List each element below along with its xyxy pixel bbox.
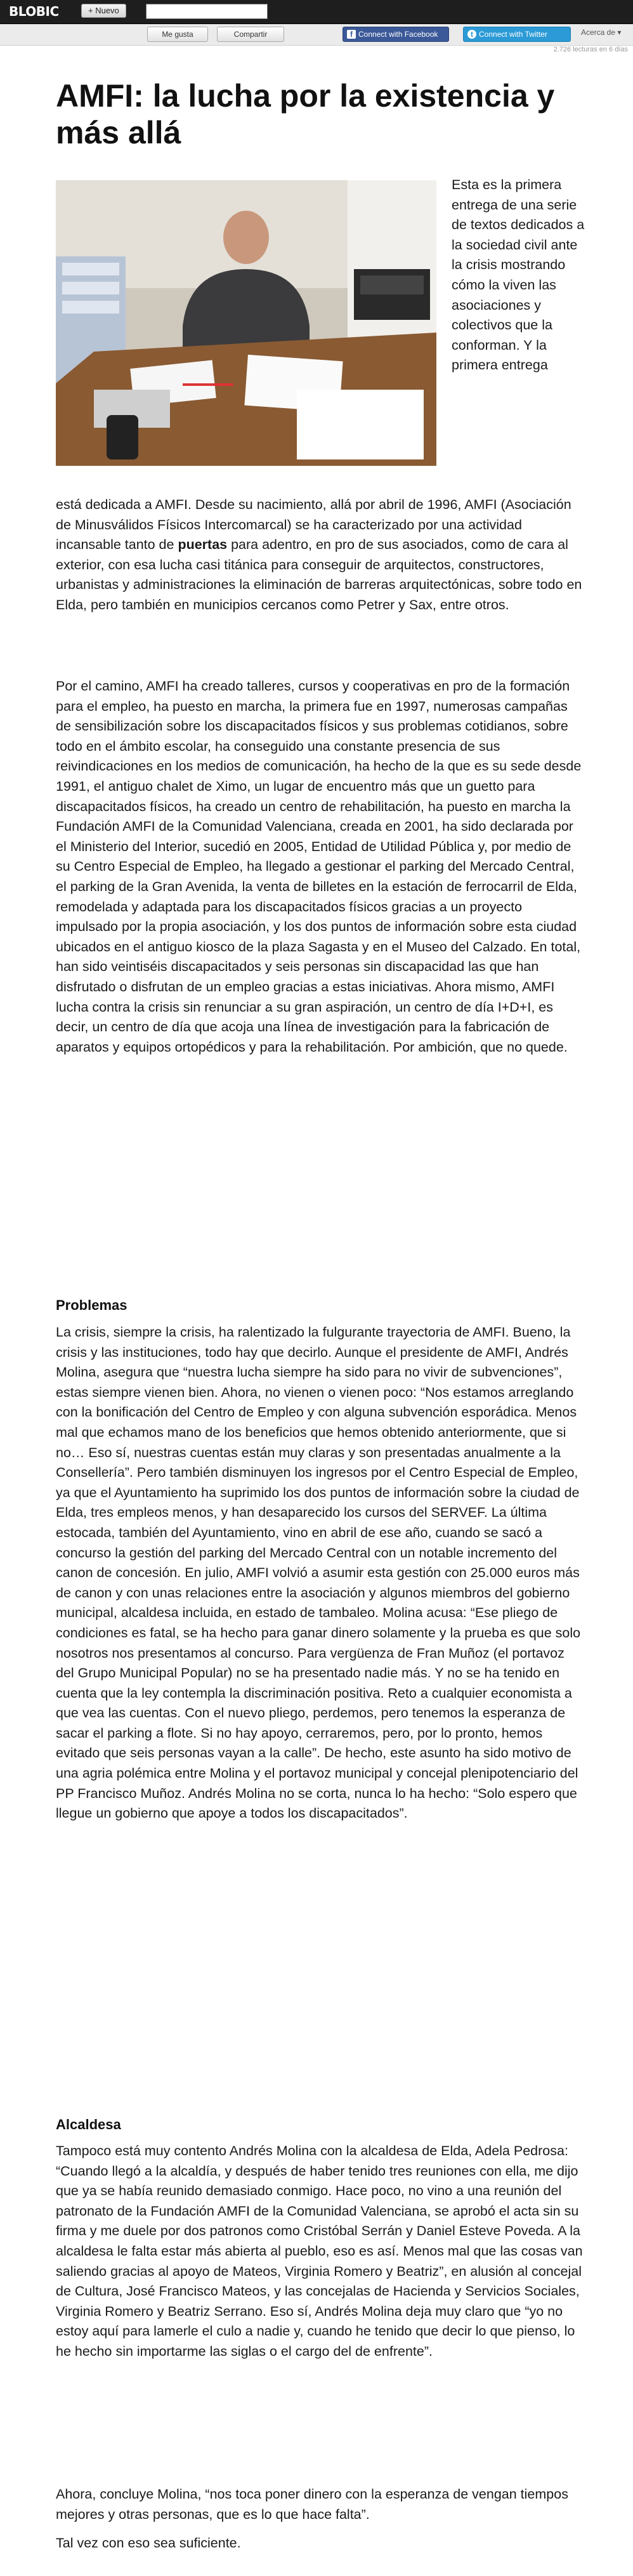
site-logo[interactable]: BLOBIC: [9, 4, 59, 19]
subhead-problemas: Problemas: [56, 1297, 127, 1313]
like-button[interactable]: Me gusta: [147, 27, 208, 42]
paragraph-2: Por el camino, AMFI ha creado talleres, cursos y cooperativas en pro de la formación para el empleo, ha puesto en marcha, la primera fue en 1997, numerosas campañas de sensibilización sobre los discapacitados físicos y sus problemas cotidianos, sobre todo en el ámbito escolar, ha conseguido una constante presencia de sus reivindicaciones en los medios de comunicación, ha hecho de la que es su sede desde 1991, el antiguo chalet de Ximo, un lugar de encuentro más que un guetto para discapacitados físicos, ha creado un centro de rehabilitación, ha puesto en marcha la Fundación AMFI de la Comunidad Valenciana, creada en 2001, ha sido declarada por el Ministerio del Interior, sucedió en 2005, Entidad de Utilidad Pública y, por medio de su Centro Especial de Empleo, ha llegado a gestionar el parking del Mercado Central, el parking de la Gran Avenida, la venta de billetes en la estación de ferrocarril de Elda, remodelada y adaptada para los discapacitados físicos gracias a un proyecto impulsado por la propia asociación, y los dos puntos de información sobre esta ciudad ubicados en el antiguo kiosco de la plaza Sagasta y en el Museo del Calzado. En total, han sido veintiséis discapacitados y seis personas sin discapacidad las que han disfrutado o disfrutan de un empleo gracias a estas iniciativas. Ahora mismo, AMFI lucha contra la crisis sin renunciar a su gran aspiración, un centro de día I+D+I, es decir, un centro de día que acoja una línea de investigación para la fabricación de aparatos y equipos ortopédicos y para la rehabilitación. Por ambición, que no quede.: [56, 678, 582, 1055]
facebook-icon: f: [347, 30, 356, 39]
twitter-connect-button[interactable]: [463, 27, 571, 42]
action-bar: [0, 24, 633, 46]
facebook-connect-button[interactable]: [343, 27, 449, 42]
search-input[interactable]: [146, 4, 268, 19]
paragraph-4: Tampoco está muy contento Andrés Molina con la alcaldesa de Elda, Adela Pedrosa: “Cuando llegó a la alcaldía, y después de haber tenido tres reuniones con ella, me dijo que ya se había reunido demasiado conmigo. Hace poco, no vino a una reunión del patronato de la Fundación AMFI de la Comunidad Valenciana, se aprobó el acta sin su firma y me duele por dos patronos como Cristóbal Serrán y Daniel Esteve Poveda. A la alcaldesa le falta estar más abierta al pueblo, eso es así. Menos mal que las cosas van saliendo gracias al apoyo de Mateos, Virginia Romero y Beatriz”, en alusión al concejal de Cultura, José Francisco Mateos, y las concejalas de Hacienda y Servicios Sociales, Virginia Romero y Beatriz Serrano. Eso sí, Andrés Molina deja muy claro que “yo no estoy aquí para lamerle el culo a nadie y, cuando he tenido que decir lo que pienso, lo he hecho sin importarme las siglas o el cargo del de enfrente”.: [56, 2143, 583, 2359]
article-photo: [56, 180, 436, 466]
top-bar: [0, 0, 633, 24]
share-button[interactable]: Compartir: [217, 27, 284, 42]
intro-bold-word: puertas: [178, 537, 228, 553]
intro-text-before: está dedicada a AMFI. Desde su nacimiento, allá por abril de 1996, AMFI (Asociación de Minusválidos Físicos Intercomarcal) se ha caracterizado por una actividad incansable tanto de: [56, 497, 571, 553]
facebook-connect-label: Connect with Facebook: [358, 30, 438, 39]
intro-text-after: para adentro, en pro de sus asociados, como de cara al exterior, con esa lucha casi titánica para conseguir de arquitectos, constructores, urbanistas y administraciones la eliminación de barreras arquitectónicas, sobre todo en Elda, pero también en municipios cercanos como Petrer y Sax, entre otros.: [56, 537, 582, 612]
paragraph-6: Tal vez con eso sea suficiente.: [56, 2535, 241, 2551]
article-title: AMFI: la lucha por la existencia y más allá: [56, 78, 555, 150]
twitter-icon: t: [467, 30, 476, 39]
paragraph-5: Ahora, concluye Molina, “nos toca poner dinero con la esperanza de vengan tiempos mejores y otras personas, que es lo que hace falta”.: [56, 2487, 568, 2522]
paragraph-3: La crisis, siempre la crisis, ha ralentizado la fulgurante trayectoria de AMFI. Bueno, la crisis y las instituciones, todo hay que decirlo. Aunque el presidente de AMFI, Andrés Molina, asegura que “nuestra lucha siempre ha sido para no vivir de subvenciones”, estas siempre vienen bien. Ahora, no vienen o vienen poco: “Nos estamos arreglando con la bonificación del Centro de Empleo y con alguna subvención esporádica. Menos mal que echamos mano de los beneficios que hemos obtenido anteriormente, que si no… Eso sí, nuestras cuentas están muy claras y son presentadas anualmente a la Consellería”. Pero también disminuyen los ingresos por el Centro Especial de Empleo, ya que el Ayuntamiento ha suprimido los dos puntos de información sobre la ciudad de Elda, tres empleos menos, y han desaparecido los cursos del SERVEF. La última estocada, también del Ayuntamiento, vino en abril de ese año, cuando se sacó a concurso la gestión del parking del Mercado Central con un notable incremento del canon de concesión. En julio, AMFI volvió a asumir esta gestión con 25.000 euros más de canon y con unas relaciones entre la asociación y algunos miembros del gobierno municipal, alcaldesa incluida, en estado de tambaleo. Molina acusa: “Ese pliego de condiciones es fatal, se ha hecho para ganar dinero solamente y la prueba es que solo nosotros nos presentamos al concurso. Para vergüenza de Fran Muñoz (el portavoz del Grupo Municipal Popular) no se ha presentado nadie más. Y no se ha tenido en cuenta que la ley contempla la discriminación positiva. Reto a cualquier economista a que vea las cuentas. Con el nuevo pliego, perdemos, pero tenemos la esperanza de sacar el parking a flote. Si no hay apoyo, cerraremos, pero, por lo pronto, hemos evitado que seis personas vayan a la calle”. De hecho, este asunto ha sido motivo de una agria polémica entre Molina y el portavoz municipal y concejal plenipotenciario del PP Francisco Muñoz. Andrés Molina no se corta, nunca lo ha hecho: “Solo espero que llegue un gobierno que apoye a todos los discapacitados”.: [56, 1324, 581, 1821]
new-button[interactable]: + Nuevo: [81, 4, 126, 18]
twitter-connect-label: Connect with Twitter: [479, 30, 547, 39]
subhead-alcaldesa: Alcaldesa: [56, 2117, 121, 2132]
article-photo-illustration: [56, 180, 436, 466]
intro-paragraph: [56, 495, 585, 616]
read-count: 2.726 lecturas en 6 días: [553, 46, 628, 53]
about-link[interactable]: Acerca de ▾: [581, 28, 622, 37]
intro-side-text: Esta es la primera entrega de una serie de textos dedicados a la sociedad civil ante la crisis mostrando cómo la viven las asociaciones y colectivos que la conforman. Y la primera entrega: [452, 177, 585, 373]
